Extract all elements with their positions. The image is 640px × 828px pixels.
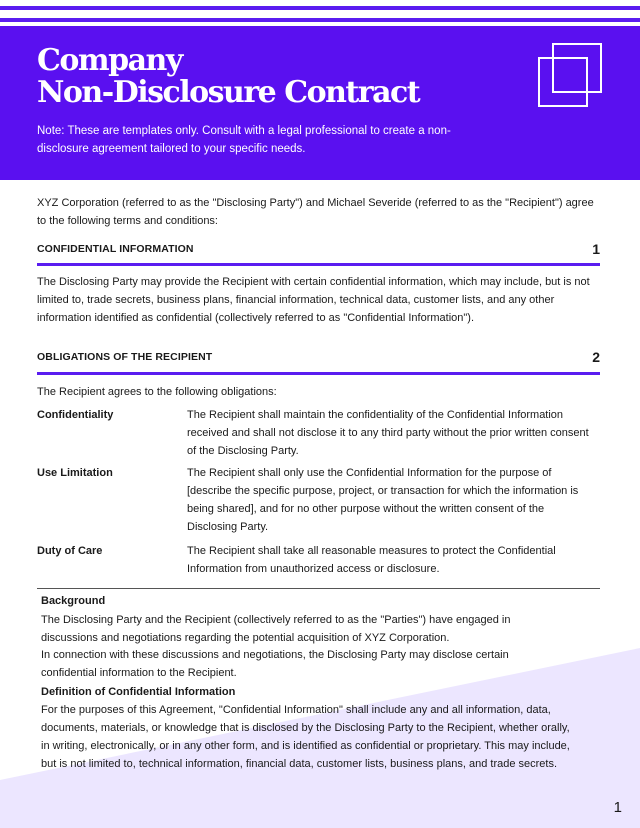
intro-paragraph: XYZ Corporation (referred to as the "Disclosing Party") and Michael Severide (referred to as the "Recipient") agree to the following terms and conditions: — [37, 197, 594, 227]
obligation-text: The Recipient shall take all reasonable measures to protect the Confidential Information from unauthorized access or disclosure. — [187, 545, 556, 575]
definition-paragraph: For the purposes of this Agreement, "Confidential Information" shall include any and all information, data, documents, materials, or knowledge that is disclosed by the Disclosing Party to the Recipient, whether orally, in writing, electronically, or in any other form, and is identified as confidential or proprietary. This may include, but is not limited to, technical information, financial data, customer lists, business plans, and trade secrets. — [41, 704, 570, 770]
section-number: 1 — [592, 241, 600, 257]
section-intro: The Recipient agrees to the following obligations: — [37, 386, 277, 398]
obligation-text: The Recipient shall only use the Confidential Information for the purpose of [describe the specific purpose, project, or transaction for which the information is being shared], and for no other purpose without the written consent of the Disclosing Party. — [187, 467, 579, 533]
section-body: The Disclosing Party may provide the Recipient with certain confidential information, which may include, but is not limited to, trade secrets, business plans, financial information, technical data, customer lists, and any other information identified as confidential (collectively referred to as "Confidential Information"). — [37, 276, 590, 324]
title-line-1: Company — [37, 43, 182, 78]
background-paragraph: The Disclosing Party and the Recipient (collectively referred to as the "Parties") have engaged in discussions and negotiations regarding the potential acquisition of XYZ Corporation. — [41, 614, 511, 644]
definition-heading: Definition of Confidential Information — [41, 686, 236, 698]
obligation-label: Use Limitation — [37, 467, 113, 479]
page-number: 1 — [613, 799, 622, 816]
section-divider-thin — [37, 588, 600, 589]
section-divider — [37, 372, 600, 375]
obligation-label: Confidentiality — [37, 409, 114, 421]
section-title: CONFIDENTIAL INFORMATION — [37, 243, 194, 255]
section-number: 2 — [592, 349, 600, 365]
background-paragraph: In connection with these discussions and negotiations, the Disclosing Party may disclose certain confidential information to the Recipient. — [41, 649, 509, 679]
section-divider — [37, 263, 600, 266]
template-note: Note: These are templates only. Consult with a legal professional to create a non-disclosure agreement tailored to your specific needs. — [37, 125, 451, 155]
title-line-2: Non-Disclosure Contract — [37, 75, 420, 110]
background-heading: Background — [41, 595, 106, 607]
obligation-text: The Recipient shall maintain the confidentiality of the Confidential Information received and shall not disclose it to any third party without the prior written consent of the Disclosing Party. — [187, 409, 589, 457]
obligation-label: Duty of Care — [37, 545, 103, 557]
section-title: OBLIGATIONS OF THE RECIPIENT — [37, 351, 213, 363]
